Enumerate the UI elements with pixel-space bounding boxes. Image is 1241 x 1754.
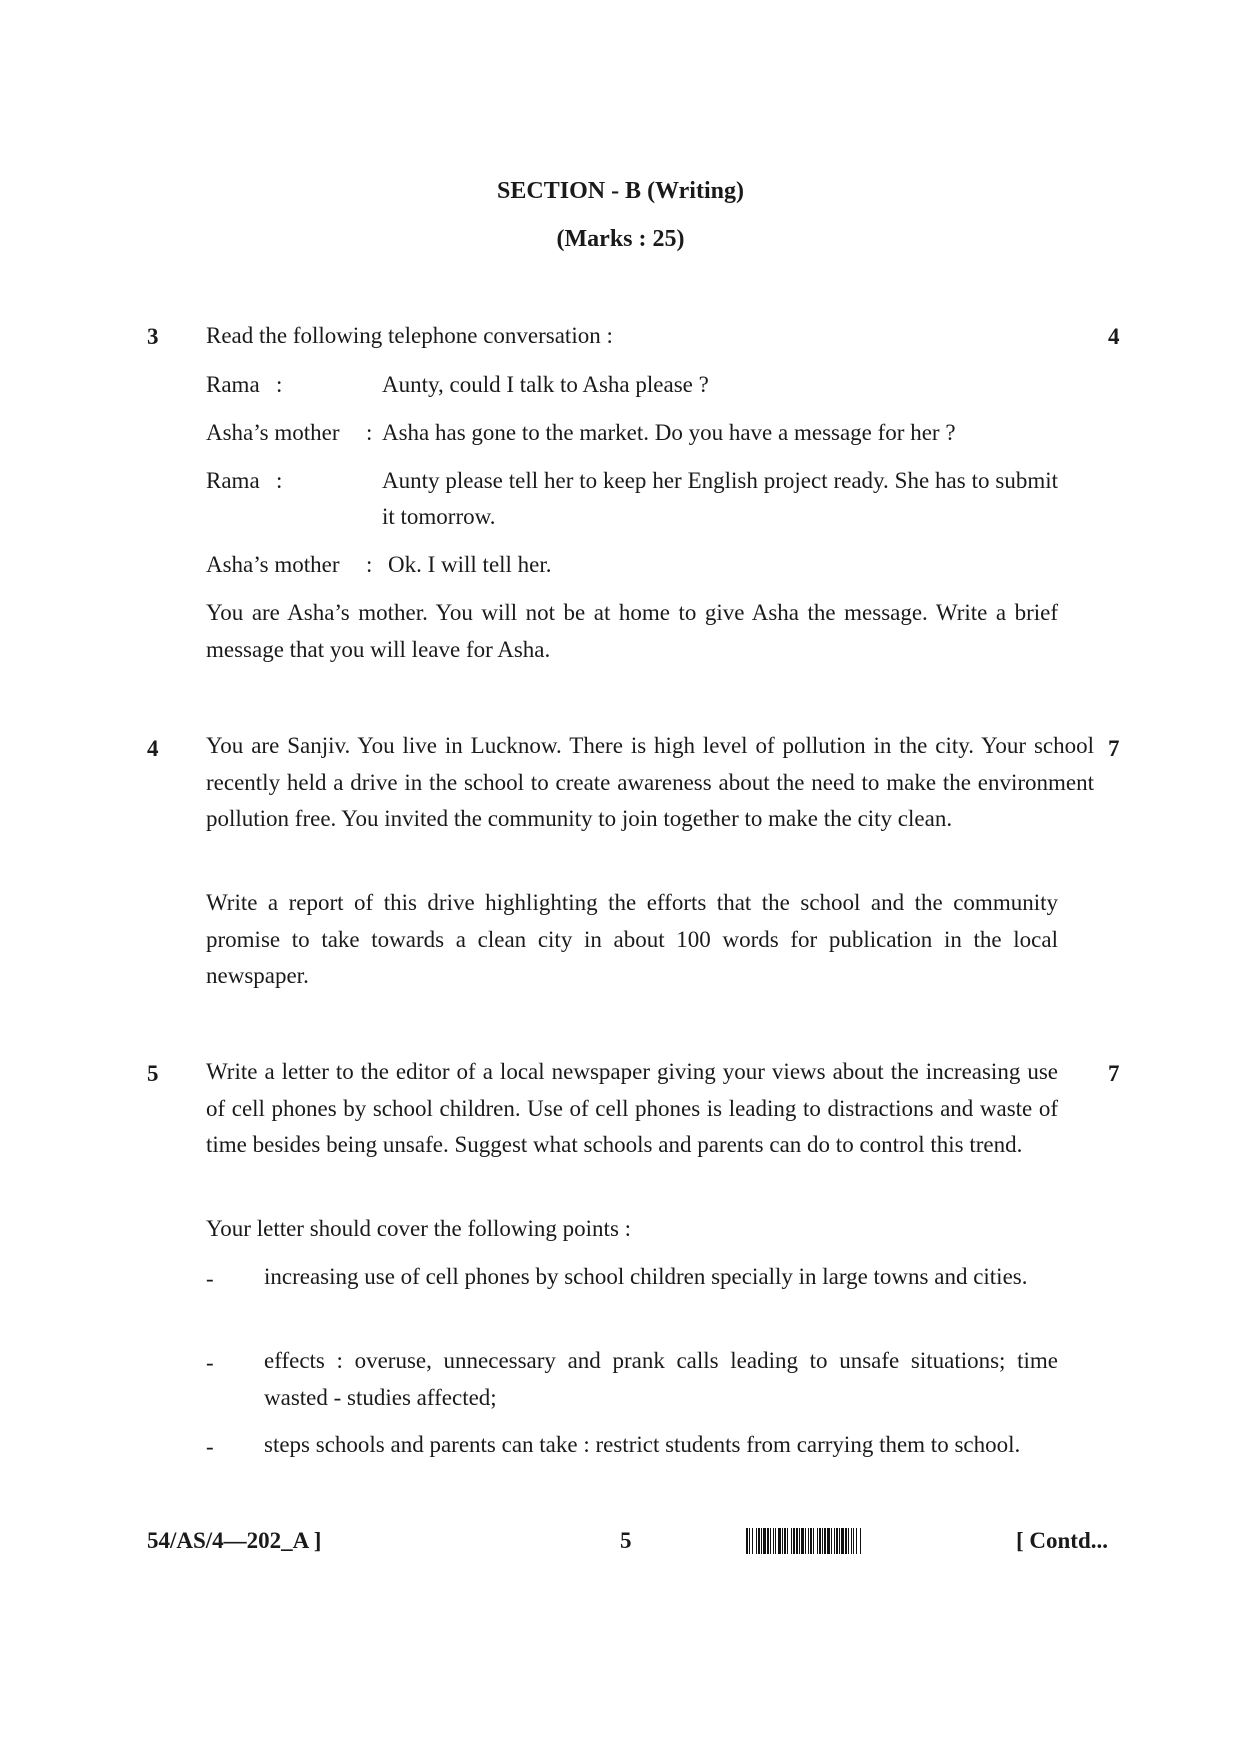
- dialogue-line: Asha has gone to the market. Do you have a message for her ?: [382, 420, 956, 445]
- dialogue-line: Aunty please tell her to keep her English project ready. She has to submit it tomorrow.: [382, 468, 1058, 529]
- bullet-dash: -: [206, 1266, 214, 1291]
- list-item: steps schools and parents can take : restrict students from carrying them to school.: [264, 1432, 1021, 1457]
- dialogue-speaker: Asha’s mother: [206, 420, 340, 445]
- section-marks: (Marks : 25): [556, 226, 685, 252]
- question-text: Write a letter to the editor of a local newspaper giving your views about the increasing use of cell phones by school children. Use of cell phones is leading to distractions and waste of time besides being unsafe. Suggest what schools and parents can do to control this trend.: [206, 1059, 1058, 1157]
- question-task: Write a report of this drive highlighting the efforts that the school and the community promise to take towards a clean city in about 100 words for publication in the local newspaper.: [206, 890, 1058, 988]
- page-number: 5: [620, 1528, 632, 1553]
- dialogue-line: Aunty, could I talk to Asha please ?: [382, 372, 709, 397]
- question-number: 5: [147, 1061, 159, 1086]
- dialogue-speaker: Rama: [206, 372, 260, 397]
- dialogue-speaker: Rama: [206, 468, 260, 493]
- points-intro: Your letter should cover the following points :: [206, 1216, 632, 1241]
- list-item: increasing use of cell phones by school children specially in large towns and cities.: [264, 1264, 1028, 1289]
- bullet-dash: -: [206, 1434, 214, 1459]
- list-item: effects : overuse, unnecessary and prank calls leading to unsafe situations; time wasted - studies affected;: [264, 1348, 1058, 1410]
- bullet-dash: -: [206, 1350, 214, 1375]
- continued-label: [ Contd...: [1016, 1528, 1109, 1553]
- paper-code: 54/AS/4—202_A ]: [147, 1528, 322, 1553]
- dialogue-colon: :: [366, 552, 373, 577]
- dialogue-speaker: Asha’s mother: [206, 552, 340, 577]
- question-marks: 7: [1108, 1061, 1120, 1086]
- question-task: You are Asha’s mother. You will not be at home to give Asha the message. Write a brief message that you will leave for Asha.: [206, 600, 1058, 662]
- dialogue-colon: :: [276, 372, 283, 397]
- dialogue-colon: :: [276, 468, 283, 493]
- question-number: 3: [147, 324, 159, 349]
- dialogue-line: Ok. I will tell her.: [388, 552, 552, 577]
- question-text: You are Sanjiv. You live in Lucknow. There is high level of pollution in the city. Your school recently held a drive in the school to create awareness about the need to make the environment pollution free. You invited the community to join together to make the city clean.: [206, 733, 1094, 831]
- section-title: SECTION - B (Writing): [497, 178, 744, 204]
- question-number: 4: [147, 736, 159, 761]
- dialogue-colon: :: [366, 420, 373, 445]
- question-marks: 7: [1108, 736, 1120, 761]
- question-intro: Read the following telephone conversation :: [206, 323, 613, 348]
- question-marks: 4: [1108, 324, 1120, 349]
- barcode-icon: [746, 1528, 998, 1554]
